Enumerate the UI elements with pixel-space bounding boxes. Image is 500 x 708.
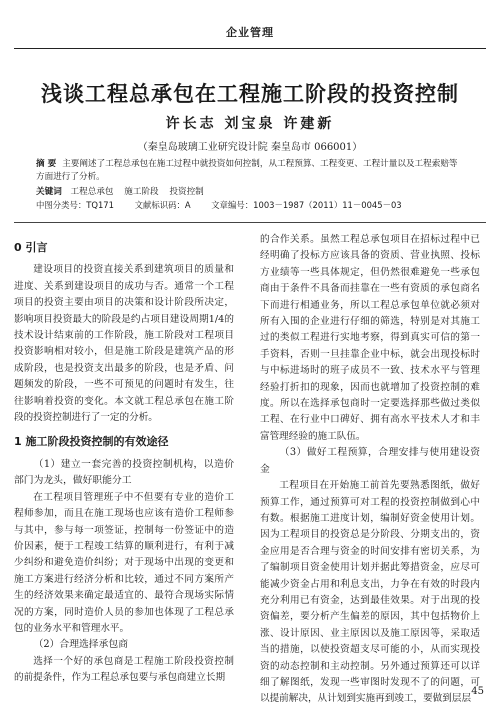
abstract [36,158,464,183]
page-number: 45 [471,686,484,697]
subsection-heading: （2）合理选择承包商 [33,639,128,651]
author-affiliation: （秦皇岛玻璃工业研究设计院 秦皇岛市 066001） [137,142,363,153]
subsection-heading: （3）做好工程预算，合理安排与使用建设资金 [260,447,480,475]
right-column [260,232,480,708]
paragraph: 的合作关系。虽然工程总承包项目在招标过程中已经明确了投标方应该具备的资质、营业执照、投标方业绩等一些具体规定，但仍然很难避免一些承包商由于条件不具备而挂靠在一些有资质的承包商名下而进行相通业务，所以工程总承包单位就必须对所有入围的企业进行仔细的筛选，特别是对其施工过的类似工程进行实地考察，得到真实可信的第一手资料，否则一旦挂靠企业中标，就会出现投标时与中标进场时的班子成员不一致、技术水平与管理经验打折扣的现象，因而也就增加了投资控制的难度。所以在选择承包商时一定要选择那些做过类似工程、在行业中口碑好、拥有高水平技术人才和丰富管理经验的施工队伍。 [260,234,480,442]
abstract-label: 摘 要 [36,159,57,169]
keywords [36,185,212,197]
paragraph: 工程项目在开始施工前首先要熟悉图纸，做好预算工作，通过预算可对工程的投资控制做到心中有数。根据施工进度计划，编制好资金使用计划。因为工程项目的投资总是分阶段、分期支出的，资金应用是否合理与资金的时间安排有密切关系，为了编制项目资金使用计划并据此筹措资金，应尽可能减少资金占用和利息支出，力争在有效的时段内充分利用已有资金，达到最佳效果。对于出现的投资偏差，要分析产生偏差的原因，其中包括物价上涨、设计原因、业主原因以及施工原因等，采取适当的措施，以使投资超支尽可能的小，从而实现投资的动态控制和主动控制。另外通过预算还可以详细了解图纸，发现一些审图时发现不了的问题，可以提前解决，从计划到实施再到竣工，要做到层层 [260,480,480,705]
left-column [14,232,234,687]
divider [14,222,486,223]
paragraph: 在工程项目管理班子中不但要有专业的造价工程师参加，而且在施工现场也应该有造价工程师参与其中，参与每一项签证，控制每一份签证中的造价因素，便于工程竣工结算的顺利进行，有利于减少纠纷和避免造价纠纷；对于现场中出现的变更和施工方案进行经济分析和比较，通过不同方案所产生的经济效果来确定最适宜的、最符合现场实际情况的方案，同时造价人员的参加也体现了工程总承包的业务水平和管理水平。 [14,491,234,634]
paragraph: 建设项目的投资直接关系到建筑项目的质量和进度、关系到建设项目的成功与否。通常一个工程项目的投资主要由项目的决策和设计阶段所决定，影响项目投资最大的阶段是约占项目建设周期1/4的技术设计结束前的工作阶段，施工阶段对工程项目投资影响相对较小，但是施工阶段是建筑产品的形成阶段，也是投资支出最多的阶段，也是矛盾、问题频发的阶段，一些不可预见的问题时有发生，往往影响着投资的变化。本文就工程总承包在施工阶段的投资控制进行了一定的分析。 [14,264,234,424]
abstract-text: 主要阐述了工程总承包在施工过程中就投资如何控制，从工程预算、工程变更、工程计量以及工程索赔等方面进行了分析。 [36,159,458,182]
section-title: 企业管理 [226,26,274,39]
subsection-heading: （1）建立一套完善的投资控制机构，以造价部门为龙头，做好职能分工 [14,458,234,487]
section-heading: 1 施工阶段投资控制的有效途径 [14,435,169,449]
paragraph: 选择一个好的承包商是工程施工阶段投资控制的前提条件，作为工程总承包要与承包商建立长期 [14,655,234,684]
document-code: 文献标识码：A [134,200,191,210]
article-authors: 许长志 刘宝泉 许建新 [165,116,335,132]
article-meta [36,199,420,211]
keywords-label: 关键词 [36,187,62,197]
keyword: 施工阶段 [124,187,159,197]
journal-header [14,10,486,49]
keyword: 投资控制 [169,187,204,197]
keyword: 工程总承包 [70,187,114,197]
article-title: 浅谈工程总承包在工程施工阶段的投资控制 [41,82,459,106]
section-heading: 0 引言 [14,241,48,254]
clc-number: 中图分类号：TQ171 [36,200,114,210]
article-number: 文章编号：1003－1987（2011）11－0045－03 [211,200,402,210]
